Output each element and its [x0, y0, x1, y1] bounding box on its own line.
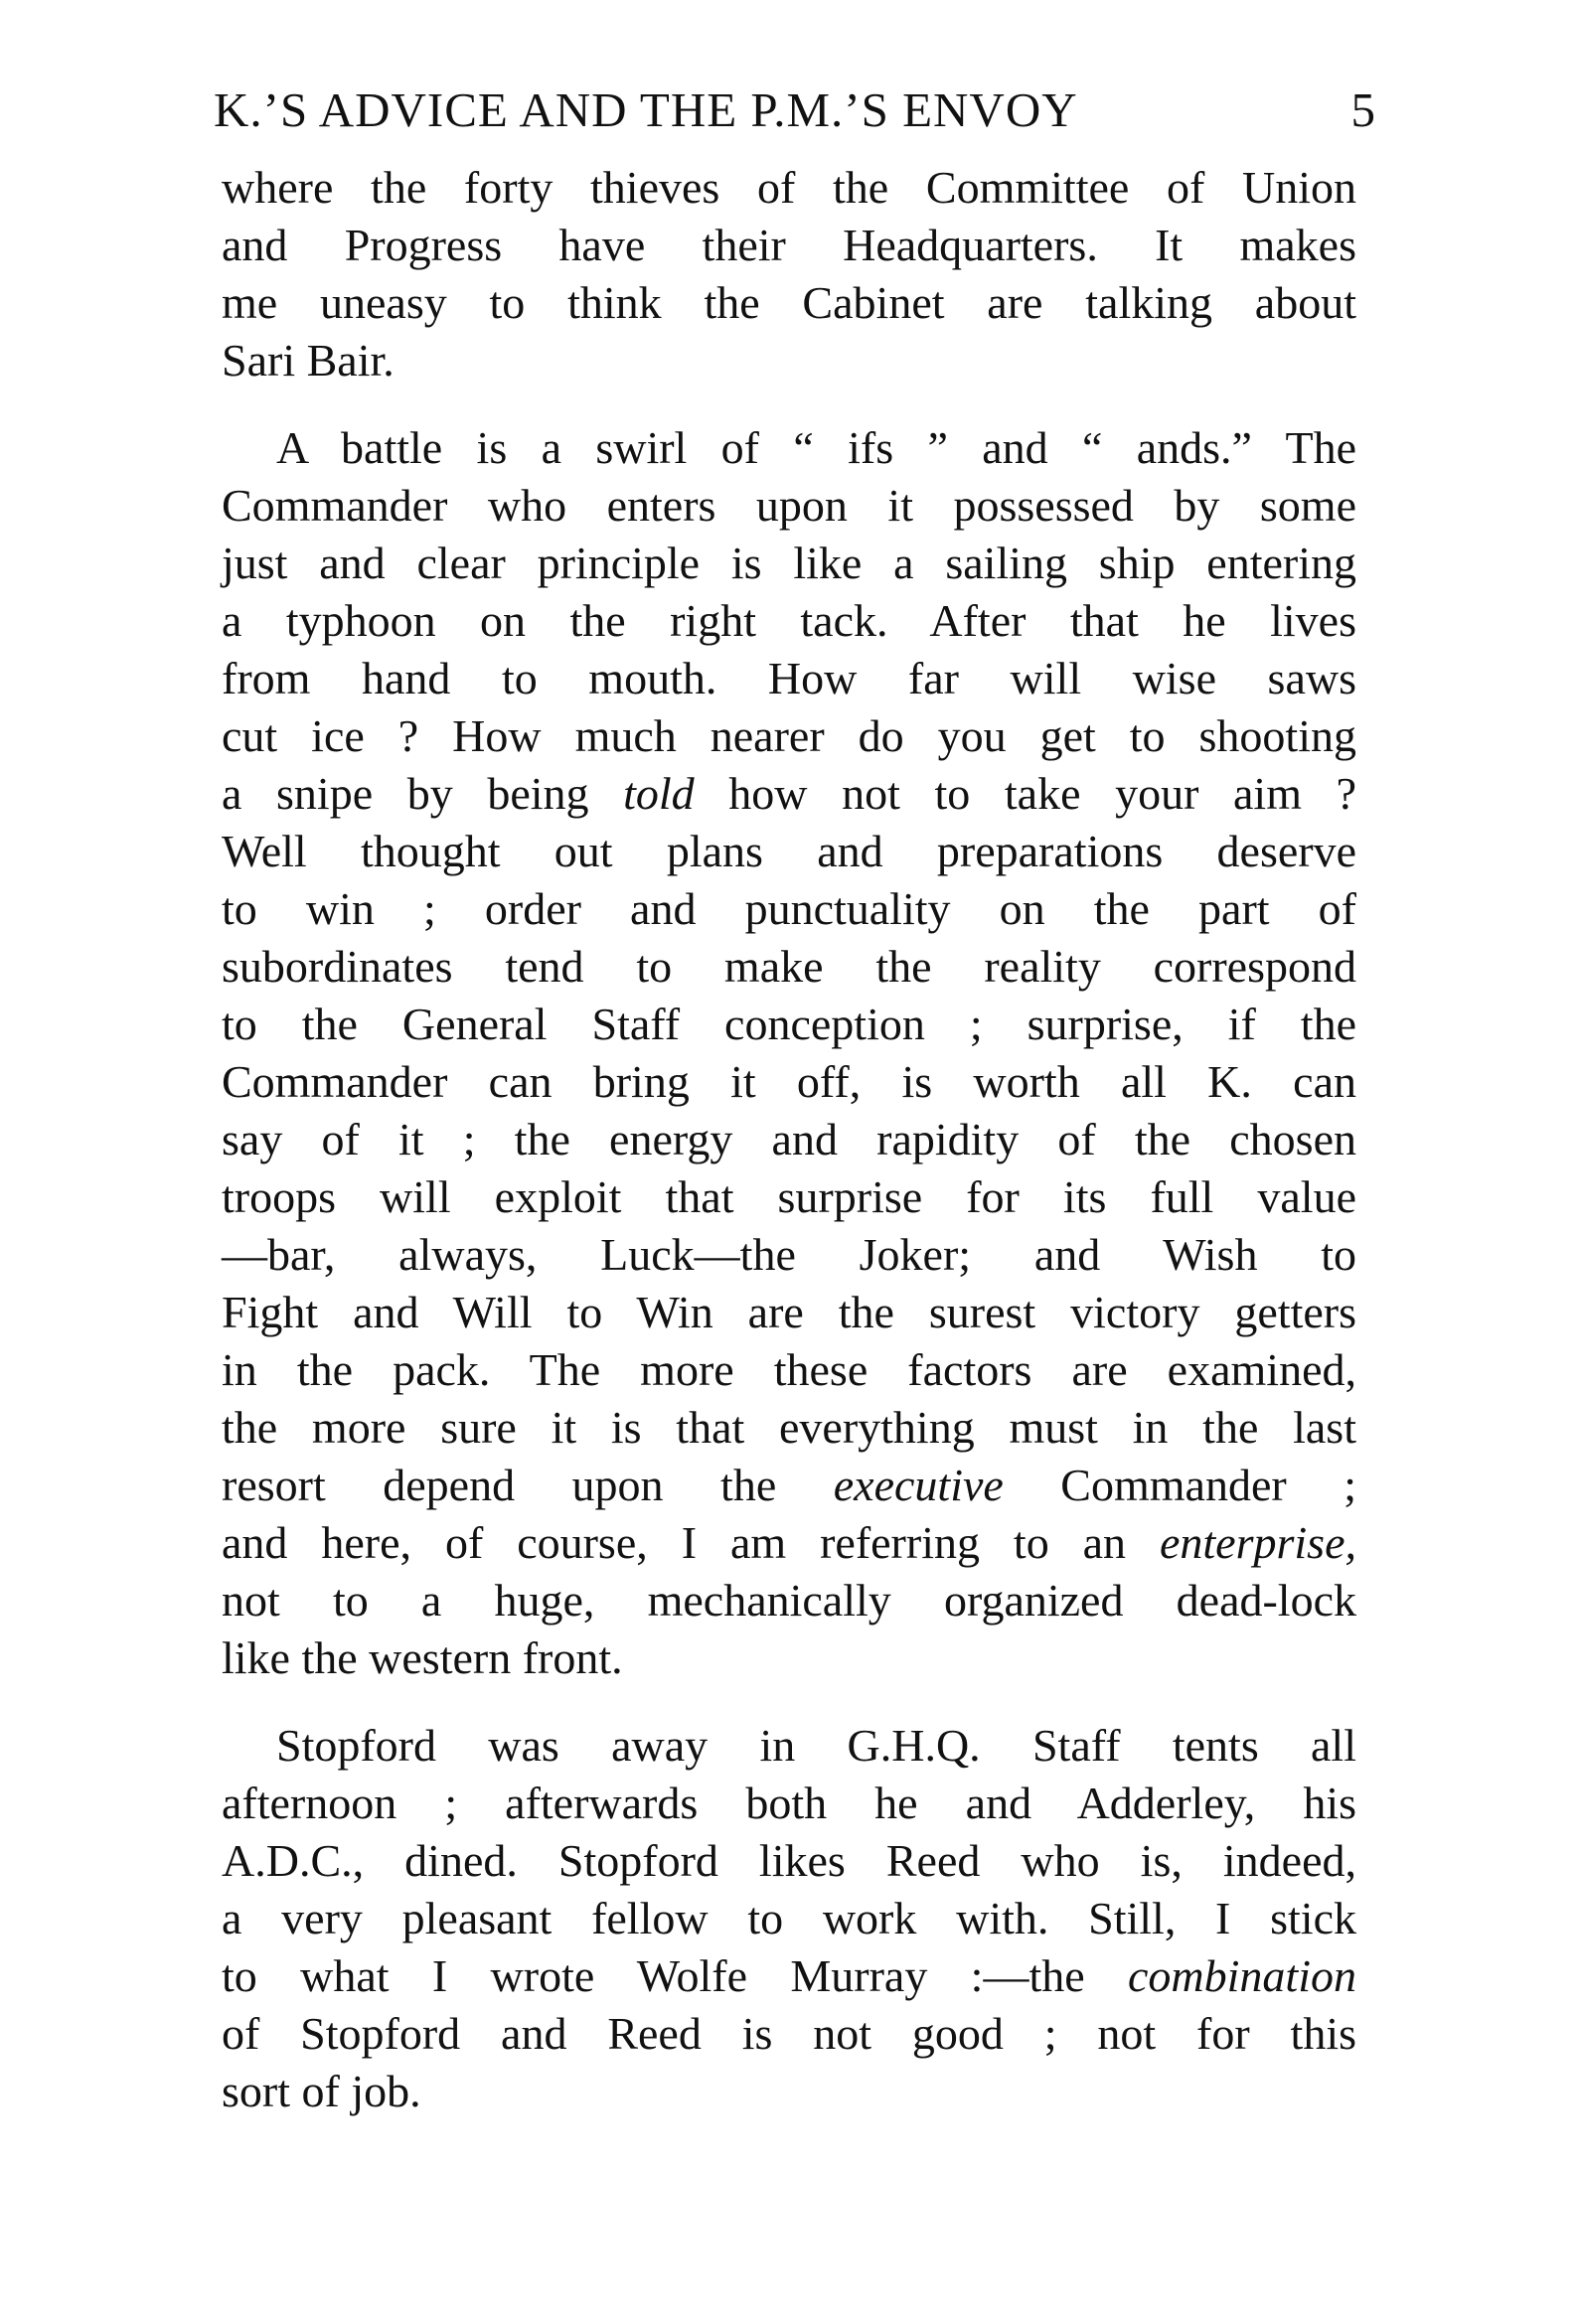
- text-line: Commander who enters upon it possessed by some: [222, 480, 1356, 531]
- text-line: not to a huge, mechanically organized dead-lock: [222, 1575, 1356, 1626]
- page-number: 5: [1350, 82, 1376, 137]
- text-line: me uneasy to think the Cabinet are talking about: [222, 277, 1356, 328]
- text-line: sort of job.: [222, 2066, 421, 2116]
- text-line: afternoon ; afterwards both he and Adderley, his: [222, 1778, 1356, 1828]
- text-line: from hand to mouth. How far will wise saws: [222, 653, 1356, 703]
- text-line: A.D.C., dined. Stopford likes Reed who is, indeed,: [222, 1835, 1356, 1886]
- paragraph-spacer: [222, 1687, 1356, 1717]
- text-line: say of it ; the energy and rapidity of the chosen: [222, 1114, 1356, 1164]
- text-line: Commander can bring it off, is worth all K. can: [222, 1056, 1356, 1107]
- text-line: subordinates tend to make the reality correspond: [222, 941, 1356, 992]
- text-line: resort depend upon the executive Commander ;: [222, 1460, 1356, 1510]
- text-line: A battle is a swirl of “ ifs ” and “ ands.” The: [276, 422, 1356, 473]
- text-line: —bar, always, Luck—the Joker; and Wish to: [222, 1229, 1356, 1280]
- text-line: to win ; order and punctuality on the part of: [222, 883, 1356, 934]
- text-line: Sari Bair.: [222, 335, 395, 386]
- emphasized-word: told: [623, 768, 695, 819]
- paragraph-2: [222, 419, 1356, 1687]
- text-line: Stopford was away in G.H.Q. Staff tents all: [276, 1720, 1356, 1771]
- text-line: to what I wrote Wolfe Murray :—the combination: [222, 1950, 1356, 2001]
- running-title: K.’S ADVICE AND THE P.M.’S ENVOY: [214, 82, 1078, 137]
- text-line: Fight and Will to Win are the surest victory getters: [222, 1287, 1356, 1337]
- text-line: Well thought out plans and preparations deserve: [222, 826, 1356, 876]
- text-line: cut ice ? How much nearer do you get to shooting: [222, 710, 1356, 761]
- paragraph-spacer: [222, 389, 1356, 419]
- emphasized-word: enterprise,: [1159, 1517, 1356, 1568]
- text-line: to the General Staff conception ; surprise, if the: [222, 999, 1356, 1049]
- text-line: and Progress have their Headquarters. It makes: [222, 220, 1356, 270]
- text-line: a snipe by being told how not to take your aim ?: [222, 768, 1357, 819]
- text-line: in the pack. The more these factors are examined,: [222, 1344, 1356, 1395]
- emphasized-word: combination: [1128, 1950, 1356, 2001]
- text-line: just and clear principle is like a sailing ship entering: [222, 538, 1356, 588]
- body-text: [222, 159, 1356, 2120]
- text-line: of Stopford and Reed is not good ; not for this: [222, 2008, 1356, 2059]
- text-line: the more sure it is that everything must in the last: [222, 1402, 1356, 1453]
- text-line: where the forty thieves of the Committee of Union: [222, 162, 1356, 213]
- text-line: and here, of course, I am referring to an enterprise,: [222, 1517, 1356, 1568]
- text-line: a typhoon on the right tack. After that he lives: [222, 595, 1356, 646]
- paragraph-1: [222, 159, 1356, 389]
- text-line: a very pleasant fellow to work with. Still, I stick: [222, 1893, 1356, 1943]
- paragraph-3: [222, 1717, 1356, 2120]
- text-line: troops will exploit that surprise for its full value: [222, 1171, 1356, 1222]
- text-line: like the western front.: [222, 1632, 623, 1683]
- running-header: [214, 81, 1376, 141]
- emphasized-word: executive: [833, 1460, 1004, 1510]
